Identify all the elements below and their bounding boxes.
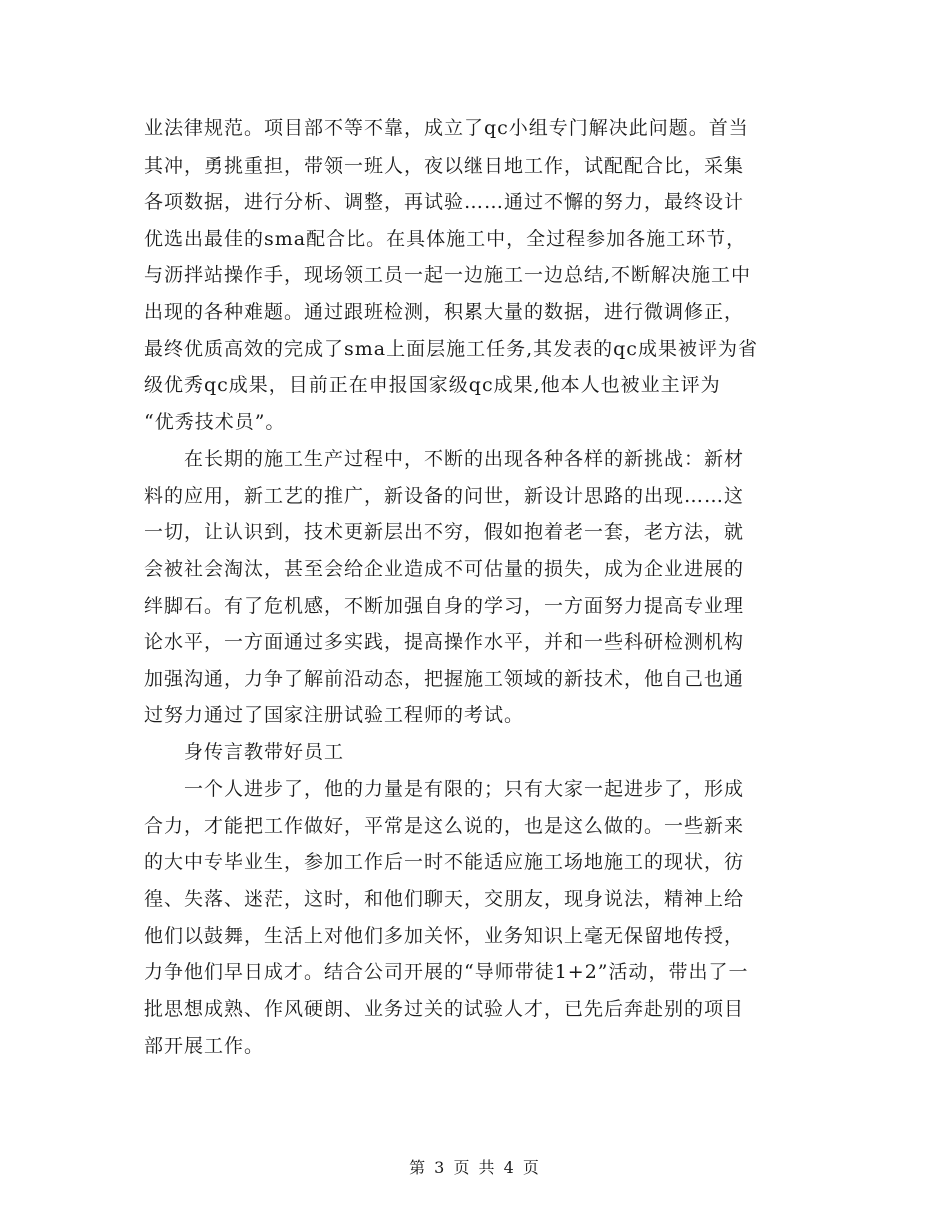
body-line: “优秀技术员”。 bbox=[144, 411, 286, 433]
body-line: 一切，让认识到，技术更新层出不穷，假如抱着老一套，老方法，就 bbox=[144, 521, 745, 543]
body-line: 最终优质高效的完成了sma上面层施工任务,其发表的qc成果被评为省 bbox=[144, 338, 758, 360]
body-line: 批思想成熟、作风硬朗、业务过关的试验人才，已先后奔赴别的项目 bbox=[144, 998, 745, 1020]
body-line: 料的应用，新工艺的推广，新设备的问世，新设计思路的出现……这 bbox=[144, 485, 745, 507]
body-line: 论水平，一方面通过多实践，提高操作水平，并和一些科研检测机构 bbox=[144, 631, 745, 653]
body-line: 各项数据，进行分析、调整，再试验……通过不懈的努力，最终设计 bbox=[144, 191, 745, 213]
body-line: 他们以鼓舞，生活上对他们多加关怀，业务知识上毫无保留地传授， bbox=[144, 925, 745, 947]
body-line: 出现的各种难题。通过跟班检测，积累大量的数据，进行微调修正， bbox=[144, 301, 745, 323]
body-line: 绊脚石。有了危机感，不断加强自身的学习，一方面努力提高专业理 bbox=[144, 595, 745, 617]
body-line: 徨、失落、迷茫，这时，和他们聊天，交朋友，现身说法，精神上给 bbox=[144, 888, 745, 910]
paragraph-start: 在长期的施工生产过程中，不断的出现各种各样的新挑战：新材 bbox=[144, 448, 745, 470]
body-line: 优选出最佳的sma配合比。在具体施工中，全过程参加各施工环节， bbox=[144, 228, 747, 250]
body-line: 加强沟通，力争了解前沿动态，把握施工领域的新技术，他自己也通 bbox=[144, 668, 745, 690]
body-line: 力争他们早日成才。结合公司开展的“导师带徒1+2”活动，带出了一 bbox=[144, 961, 749, 983]
body-line: 部开展工作。 bbox=[144, 1035, 265, 1057]
body-line: 合力，才能把工作做好，平常是这么说的，也是这么做的。一些新来 bbox=[144, 815, 745, 837]
page-number-footer: 第 3 页 共 4 页 bbox=[409, 1158, 541, 1177]
body-line: 的大中专毕业生，参加工作后一时不能适应施工场地施工的现状，彷 bbox=[144, 851, 745, 873]
body-line: 业法律规范。项目部不等不靠，成立了qc小组专门解决此问题。首当 bbox=[144, 117, 749, 139]
body-line: 过努力通过了国家注册试验工程师的考试。 bbox=[144, 704, 525, 726]
body-line: 级优秀qc成果，目前正在申报国家级qc成果,他本人也被业主评为 bbox=[144, 374, 721, 396]
body-line: 其冲，勇挑重担，带领一班人，夜以继日地工作，试配配合比，采集 bbox=[144, 155, 745, 177]
paragraph-start: 一个人进步了，他的力量是有限的；只有大家一起进步了，形成 bbox=[144, 778, 745, 800]
body-line: 与沥拌站操作手，现场领工员一起一边施工一边总结,不断解决施工中 bbox=[144, 264, 752, 286]
body-line: 会被社会淘汰，甚至会给企业造成不可估量的损失，成为企业进展的 bbox=[144, 558, 745, 580]
section-heading: 身传言教带好员工 bbox=[144, 741, 345, 763]
